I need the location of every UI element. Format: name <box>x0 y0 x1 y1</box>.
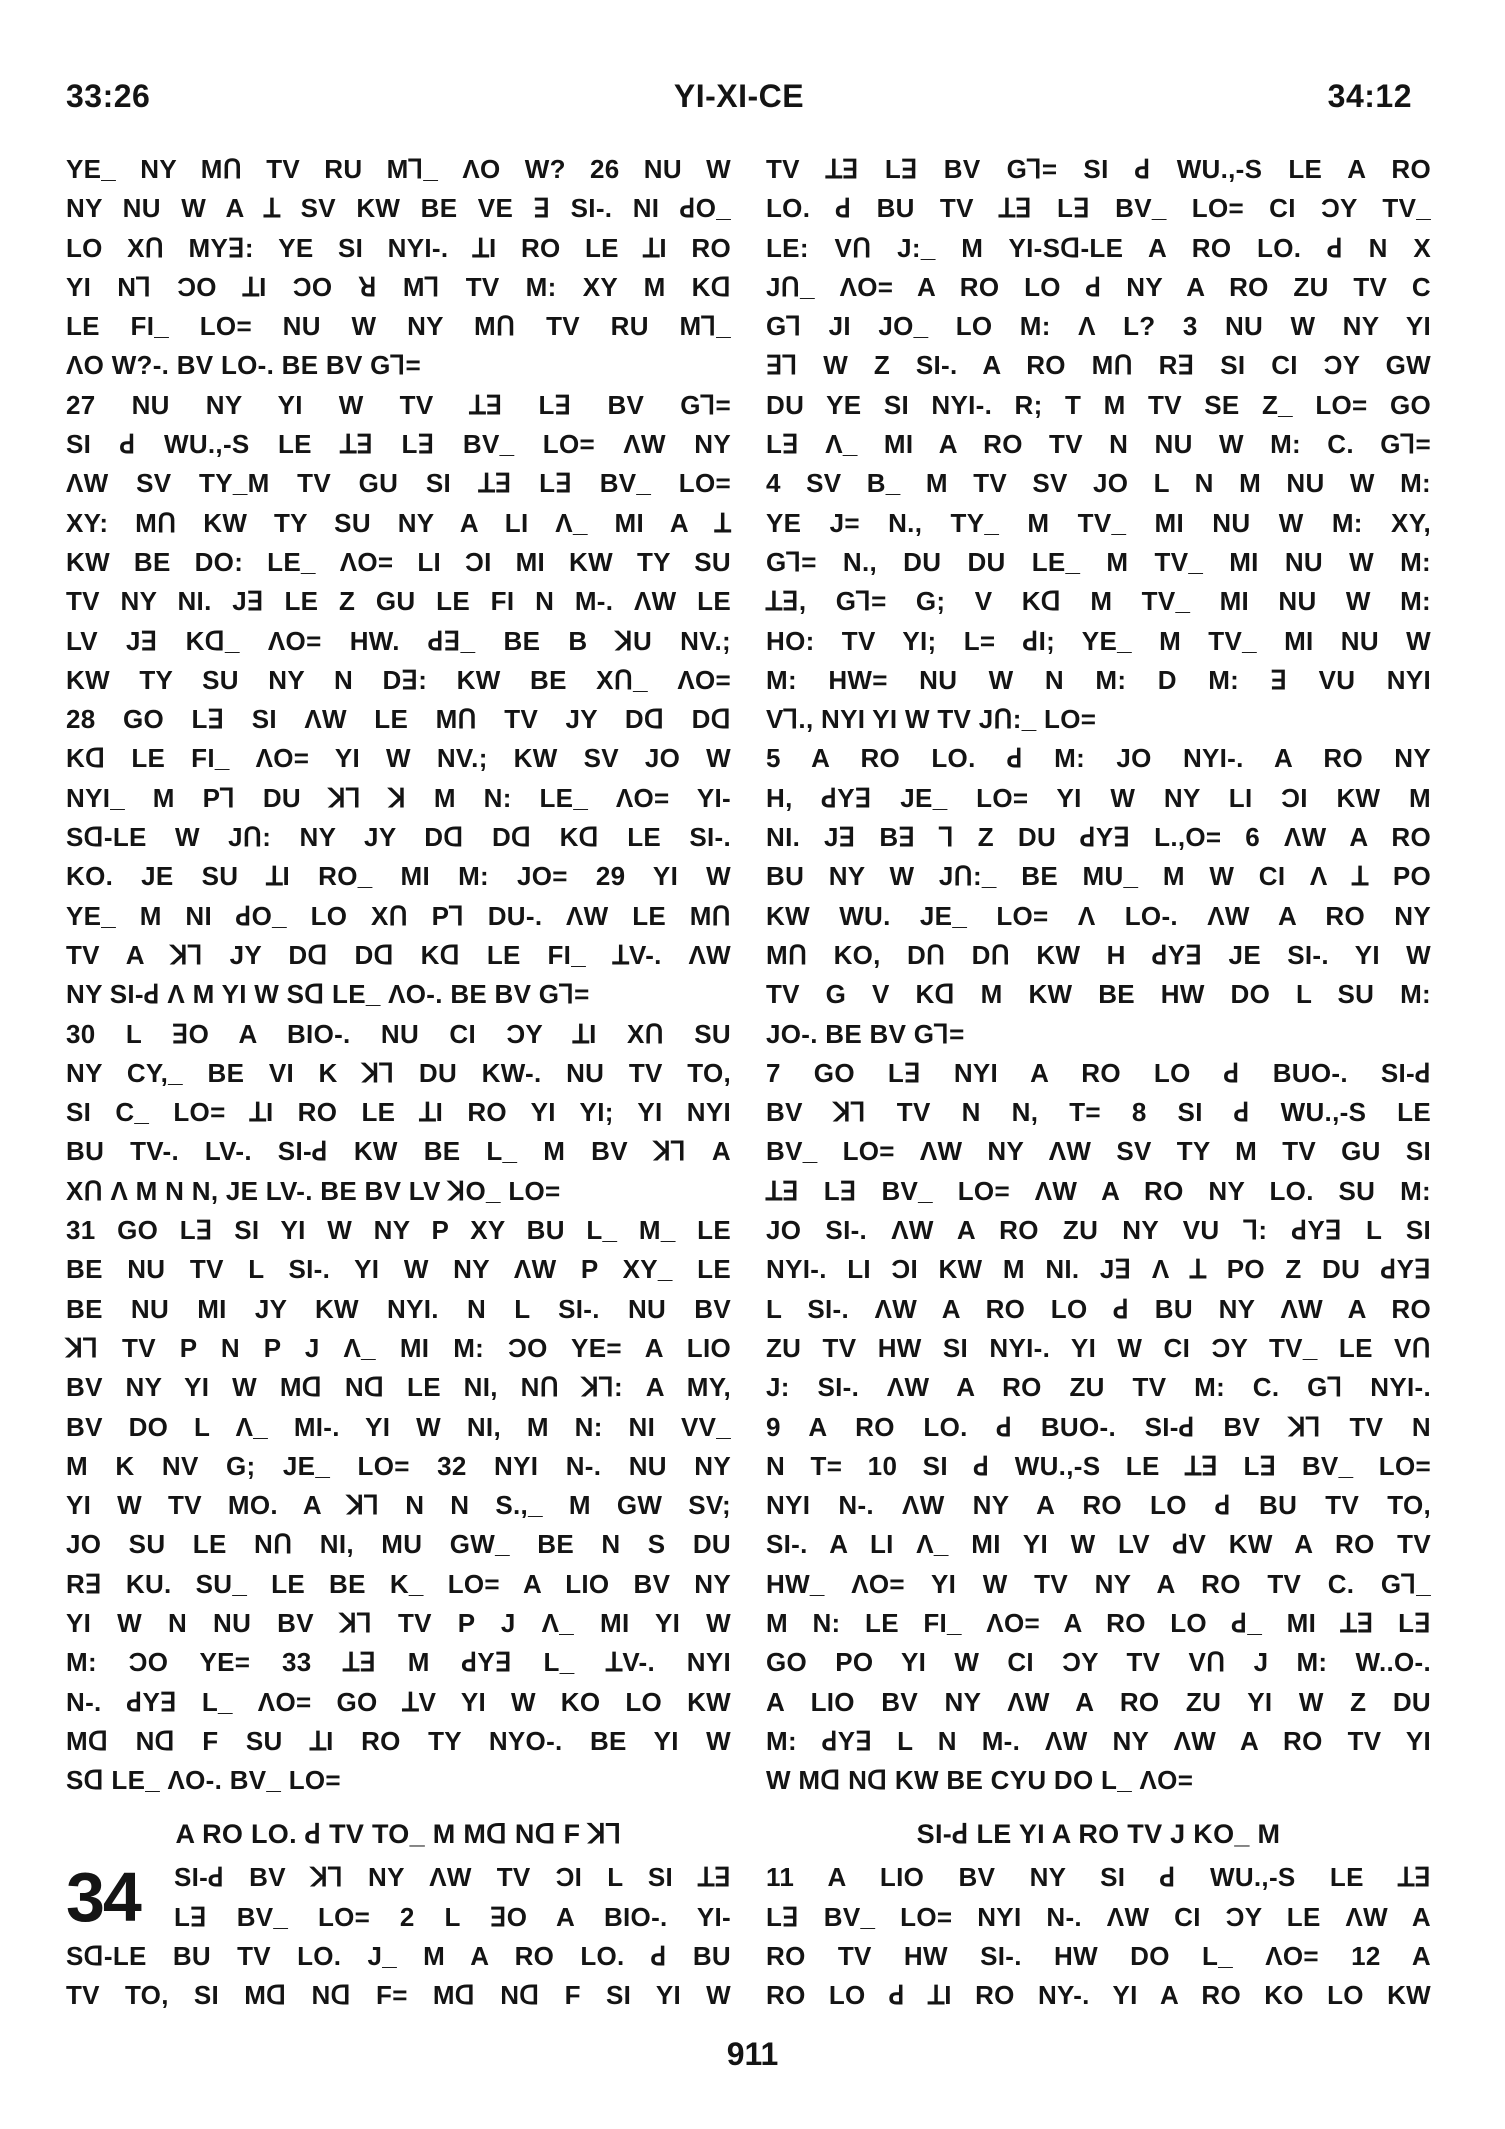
verse-line: JO SI-. ΛW A RO ZU NY VU ꓶ: ꓒYꓱ L SI <box>766 1215 1431 1246</box>
verse-line: A LIO BV NY ΛW A RO ZU YI W Z DU <box>766 1686 1431 1717</box>
verse-line: TV G V Kꓷ M KW BE HW DO L SU M: <box>766 979 1431 1010</box>
verse-line: SI-ꓒ BV ꓘꓶ NY ΛW TV ϽI L SI ꓕꓱ <box>174 1862 731 1893</box>
verse-line: YI W N NU BV ꓘꓶ TV P J Λ_ MI YI W <box>66 1607 731 1638</box>
verse-line: Gꓶ= N., DU DU LE_ M TV_ MI NU W M: <box>766 546 1431 577</box>
verse-line: LE FI_ LO= NU W NY MՈ TV RU Mꓶ_ <box>66 311 731 342</box>
verse-line: M K NV G; JE_ LO= 32 NYI N-. NU NY <box>66 1450 731 1481</box>
verse-line: TV NY NI. Jꓱ LE Z GU LE FI N M-. ΛW LE <box>66 586 731 617</box>
verse-line: Sꓷ LE_ ΛO-. BV_ LO= <box>66 1765 341 1796</box>
verse-line: NYI_ M Pꓶ DU ꓘꓶ ꓘ M N: LE_ ΛO= YI- <box>66 782 731 813</box>
verse-line: ꓕꓱ Lꓱ BV_ LO= ΛW A RO NY LO. SU M: <box>766 1175 1431 1206</box>
verse-line: XՈ Λ M N N, JE LV-. BE BV LV ꓘO_ LO= <box>66 1175 561 1206</box>
verse-line: Mꓷ Nꓷ F SU ꓕI RO TY NYO-. BE YI W <box>66 1725 731 1756</box>
verse-line: Lꓱ BV_ LO= NYI N-. ΛW CI ϽY LE ΛW A <box>766 1901 1431 1932</box>
verse-line: KW TY SU NY N Dꓱ: KW BE XՈ_ ΛO= <box>66 664 731 695</box>
verse-line: NI. Jꓱ Bꓱ ꓶ Z DU ꓒYꓱ L.,O= 6 ΛW A RO <box>766 822 1431 853</box>
verse-line: ꓕꓱ, Gꓶ= G; V Kꓷ M TV_ MI NU W M: <box>766 586 1431 617</box>
verse-line: HW_ ΛO= YI W TV NY A RO TV C. Gꓶ_ <box>766 1568 1431 1599</box>
verse-line: ΛO W?-. BV LO-. BE BV Gꓶ= <box>66 350 421 381</box>
verse-line: BV DO L Λ_ MI-. YI W NI, M N: NI VV_ <box>66 1411 731 1442</box>
verse-line: YI Nꓶ ϽO ꓕI ϽO ꓤ Mꓶ TV M: XY M Kꓷ <box>66 271 731 302</box>
verse-line: BV_ LO= ΛW NY ΛW SV TY M TV GU SI <box>766 1136 1431 1167</box>
verse-line: 5 A RO LO. ꓒ M: JO NYI-. A RO NY <box>766 743 1431 774</box>
verse-line: TV A ꓘꓶ JY Dꓷ Dꓷ Kꓷ LE FI_ ꓕV-. ΛW <box>66 939 731 970</box>
verse-line: BU TV-. LV-. SI-ꓒ KW BE L_ M BV ꓘꓶ A <box>66 1136 731 1167</box>
verse-line: TV ꓕꓱ Lꓱ BV Gꓶ= SI ꓒ WU.,-S LE A RO <box>766 154 1431 184</box>
verse-line: 27 NU NY YI W TV ꓕꓱ Lꓱ BV Gꓶ= <box>66 389 731 420</box>
verse-line: M: ꓒYꓱ L N M-. ΛW NY ΛW A RO TV YI <box>766 1725 1431 1756</box>
verse-line: KW WU. JE_ LO= Λ LO-. ΛW A RO NY <box>766 900 1431 931</box>
verse-line: MՈ KO, DՈ DՈ KW H ꓒYꓱ JE SI-. YI W <box>766 939 1431 970</box>
verse-line: GO PO YI W CI ϽY TV VՈ J M: W..O-. <box>766 1647 1431 1678</box>
verse-line: NY NU W A ꓕ SV KW BE VE ꓱ SI-. NI ꓒO_ <box>66 193 731 224</box>
verse-line: LO XՈ MYꓱ: YE SI NYI-. ꓕI RO LE ꓕI RO <box>66 232 731 263</box>
verse-line: NYI-. LI ϽI KW M NI. Jꓱ Λ ꓕ PO Z DU ꓒYꓱ <box>766 1254 1431 1285</box>
verse-line: YE_ NY MՈ TV RU Mꓶ_ ΛO W? 26 NU W <box>66 154 731 184</box>
verse-line: LV Jꓱ Kꓷ_ ΛO= HW. ꓒꓱ_ BE B ꓘU NV.; <box>66 625 731 656</box>
verse-line: LE: VՈ J:_ M YI-Sꓷ-LE A RO LO. ꓒ N X <box>766 232 1431 263</box>
verse-line: Lꓱ Λ_ MI A RO TV N NU W M: C. Gꓶ= <box>766 429 1431 460</box>
verse-line: KO. JE SU ꓕI RO_ MI M: JO= 29 YI W <box>66 861 731 892</box>
verse-line: BE NU TV L SI-. YI W NY ΛW P XY_ LE <box>66 1254 731 1285</box>
running-header <box>66 78 1412 128</box>
verse-line: 11 A LIO BV NY SI ꓒ WU.,-S LE ꓕꓱ <box>766 1862 1431 1893</box>
verse-line: SI C_ LO= ꓕI RO LE ꓕI RO YI YI; YI NYI <box>66 1097 731 1128</box>
verse-line: H, ꓒYꓱ JE_ LO= YI W NY LI ϽI KW M <box>766 782 1431 813</box>
verse-line: JՈ_ ΛO= A RO LO ꓒ NY A RO ZU TV C <box>766 271 1431 302</box>
verse-line: ꓱꓶ W Z SI-. A RO MՈ Rꓱ SI CI ϽY GW <box>766 350 1431 381</box>
verse-line: Rꓱ KU. SU_ LE BE K_ LO= A LIO BV NY <box>66 1568 731 1599</box>
chapter-heading: A RO LO. ꓒ TV TO_ M Mꓷ Nꓷ F ꓘꓶ <box>175 1819 622 1850</box>
verse-line: N-. ꓒYꓱ L_ ΛO= GO ꓕV YI W KO LO KW <box>66 1686 731 1717</box>
right-column <box>766 150 1431 2016</box>
verse-line: L SI-. ΛW A RO LO ꓒ BU NY ΛW A RO <box>766 1293 1431 1324</box>
verse-line: JO SU LE NՈ NI, MU GW_ BE N S DU <box>66 1529 731 1560</box>
verse-line: KW BE DO: LE_ ΛO= LI ϽI MI KW TY SU <box>66 546 731 577</box>
verse-line: XY: MՈ KW TY SU NY A LI Λ_ MI A ꓕ <box>66 507 731 538</box>
verse-line: DU YE SI NYI-. R; T M TV SE Z_ LO= GO <box>766 389 1431 420</box>
verse-line: Sꓷ-LE BU TV LO. J_ M A RO LO. ꓒ BU <box>66 1941 731 1972</box>
verse-line: Gꓶ JI JO_ LO M: Λ L? 3 NU W NY YI <box>766 311 1431 342</box>
header-start-reference: 33:26 <box>66 78 151 114</box>
verse-line: SI ꓒ WU.,-S LE ꓕꓱ Lꓱ BV_ LO= ΛW NY <box>66 429 731 460</box>
chapter-number: 34 <box>66 1858 140 1937</box>
verse-line: Lꓱ BV_ LO= 2 L ꓱO A BIO-. YI- <box>174 1901 731 1932</box>
verse-line: JO-. BE BV Gꓶ= <box>766 1018 965 1049</box>
section-heading: SI-ꓒ LE YI A RO TV J KO_ M <box>916 1819 1281 1850</box>
verse-line: Sꓷ-LE W JՈ: NY JY Dꓷ Dꓷ Kꓷ LE SI-. <box>66 822 731 853</box>
verse-line: BV ꓘꓶ TV N N, T= 8 SI ꓒ WU.,-S LE <box>766 1097 1431 1128</box>
verse-line: W Mꓷ Nꓷ KW BE CYU DO L_ ΛO= <box>766 1765 1194 1796</box>
verse-line: 7 GO Lꓱ NYI A RO LO ꓒ BUO-. SI-ꓒ <box>766 1057 1431 1088</box>
verse-line: NY CY,_ BE VI K ꓘꓶ DU KW-. NU TV TO, <box>66 1057 731 1088</box>
verse-line: 30 L ꓱO A BIO-. NU CI ϽY ꓕI XՈ SU <box>66 1018 731 1049</box>
verse-line: J: SI-. ΛW A RO ZU TV M: C. Gꓶ NYI-. <box>766 1372 1431 1403</box>
verse-line: Kꓷ LE FI_ ΛO= YI W NV.; KW SV JO W <box>66 743 731 774</box>
verse-line: Vꓶ., NYI YI W TV JՈ:_ LO= <box>766 704 1097 735</box>
verse-line: LO. ꓒ BU TV ꓕꓱ Lꓱ BV_ LO= CI ϽY TV_ <box>766 193 1431 224</box>
verse-line: YE_ M NI ꓒO_ LO XՈ Pꓶ DU-. ΛW LE MՈ <box>66 900 731 931</box>
verse-line: M: HW= NU W N M: D M: ꓱ VU NYI <box>766 664 1431 695</box>
verse-line: M: ϽO YE= 33 ꓕꓱ M ꓒYꓱ L_ ꓕV-. NYI <box>66 1647 731 1678</box>
left-column <box>66 150 731 2016</box>
verse-line: 4 SV B_ M TV SV JO L N M NU W M: <box>766 468 1431 499</box>
verse-line: BU NY W JՈ:_ BE MU_ M W CI Λ ꓕ PO <box>766 861 1431 892</box>
header-book-title: YI-XI-CE <box>673 78 805 114</box>
verse-line: NY SI-ꓒ Λ M YI W Sꓷ LE_ ΛO-. BE BV Gꓶ= <box>66 979 590 1010</box>
verse-line: YE J= N., TY_ M TV_ MI NU W M: XY, <box>766 507 1431 538</box>
verse-line: ZU TV HW SI NYI-. YI W CI ϽY TV_ LE VՈ <box>766 1332 1431 1363</box>
verse-line: NYI N-. ΛW NY A RO LO ꓒ BU TV TO, <box>766 1490 1431 1521</box>
verse-line: BE NU MI JY KW NYI. N L SI-. NU BV <box>66 1293 731 1324</box>
verse-line: HO: TV YI; L= ꓒI; YE_ M TV_ MI NU W <box>766 625 1431 656</box>
verse-line: 9 A RO LO. ꓒ BUO-. SI-ꓒ BV ꓘꓶ TV N <box>766 1411 1431 1442</box>
verse-line: TV TO, SI Mꓷ Nꓷ F= Mꓷ Nꓷ F SI YI W <box>66 1980 731 2011</box>
page-number: 911 <box>726 2036 779 2072</box>
verse-line: YI W TV MO. A ꓘꓶ N N S.,_ M GW SV; <box>66 1490 731 1521</box>
verse-line: 28 GO Lꓱ SI ΛW LE MՈ TV JY Dꓷ Dꓷ <box>66 704 731 735</box>
verse-line: 31 GO Lꓱ SI YI W NY P XY BU L_ M_ LE <box>66 1215 731 1246</box>
verse-line: N T= 10 SI ꓒ WU.,-S LE ꓕꓱ Lꓱ BV_ LO= <box>766 1450 1431 1481</box>
verse-line: ꓘꓶ TV P N P J Λ_ MI M: ϽO YE= A LIO <box>66 1332 731 1363</box>
verse-line: RO TV HW SI-. HW DO L_ ΛO= 12 A <box>766 1941 1431 1972</box>
chapter-opening <box>66 1858 731 2015</box>
verse-line: BV NY YI W Mꓷ Nꓷ LE NI, NՈ ꓘꓶ: A MY, <box>66 1372 731 1403</box>
verse-line: RO LO ꓒ ꓕI RO NY-. YI A RO KO LO KW <box>766 1980 1431 2011</box>
verse-line: SI-. A LI Λ_ MI YI W LV ꓒV KW A RO TV <box>766 1529 1431 1560</box>
header-end-reference: 34:12 <box>1327 78 1412 114</box>
verse-line: ΛW SV TY_M TV GU SI ꓕꓱ Lꓱ BV_ LO= <box>66 468 731 499</box>
verse-line: M N: LE FI_ ΛO= A RO LO ꓒ_ MI ꓕꓱ Lꓱ <box>766 1607 1431 1638</box>
